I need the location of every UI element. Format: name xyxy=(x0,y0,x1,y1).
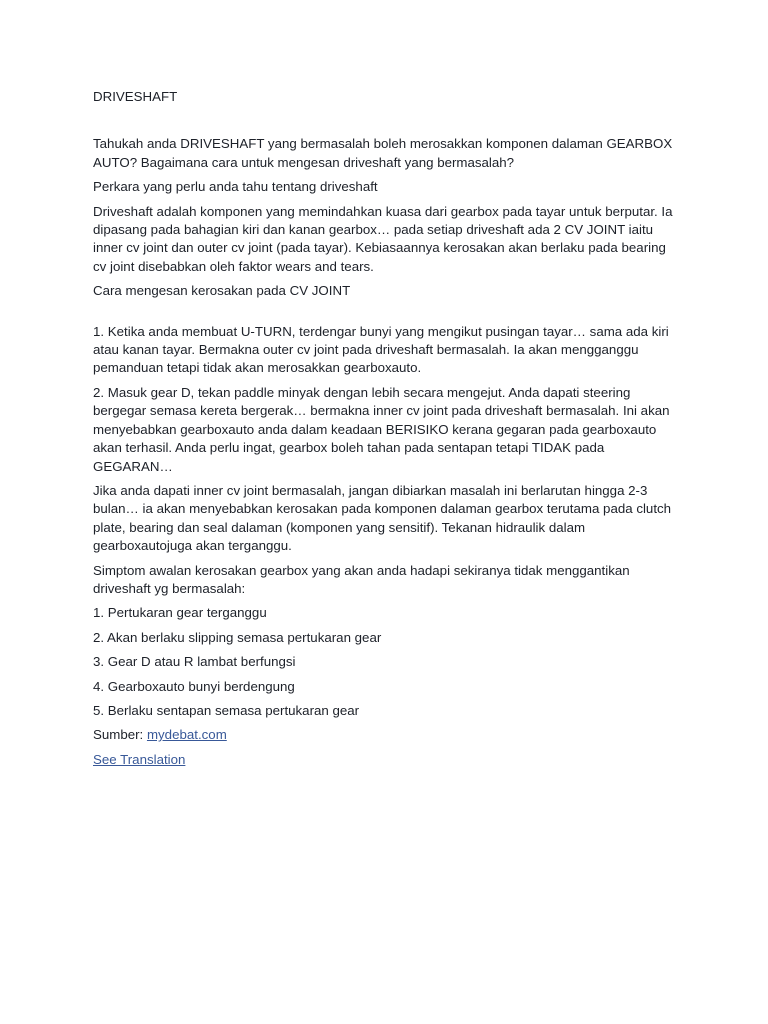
source-label: Sumber: xyxy=(93,727,147,743)
warning-paragraph: Jika anda dapati inner cv joint bermasalah, jangan dibiarkan masalah ini berlarutan hingga 2-3 bulan… ia akan menyebabkan kerosakan pada komponen dalaman gearbox terutama pada clutch plate, bearing dan seal dalaman (komponen yang sensitif). Tekanan hidraulik dalam gearboxautojuga akan terganggu. xyxy=(93,482,672,554)
document-body xyxy=(93,88,678,775)
point-1-paragraph: 1. Ketika anda membuat U-TURN, terdengar bunyi yang mengikut pusingan tayar… sama ada kiri atau kanan tayar. Bermakna outer cv joint pada driveshaft bermasalah. Ia akan mengganggu pemanduan tetapi tidak akan merosakkan gearboxauto. xyxy=(93,323,669,376)
description-paragraph: Driveshaft adalah komponen yang memindahkan kuasa dari gearbox pada tayar untuk berputar. Ia dipasang pada bahagian kiri dan kanan gearbox… pada setiap driveshaft ada 2 CV JOINT iaitu inner cv joint dan outer cv joint (pada tayar). Kebiasaannya kerosakan akan berlaku pada bearing cv joint disebabkan oleh faktor wears and tears. xyxy=(93,203,673,274)
source-line xyxy=(93,726,678,744)
symptom-item: 4. Gearboxauto bunyi berdengung xyxy=(93,678,295,694)
intro-paragraph: Tahukah anda DRIVESHAFT yang bermasalah boleh merosakkan komponen dalaman GEARBOX AUTO? Bagaimana cara untuk mengesan driveshaft yang bermasalah? xyxy=(93,136,673,170)
translation-line xyxy=(93,751,678,769)
cv-joint-heading: Cara mengesan kerosakan pada CV JOINT xyxy=(93,283,351,299)
symptom-item: 5. Berlaku sentapan semasa pertukaran gear xyxy=(93,702,360,718)
source-link[interactable]: mydebat.com xyxy=(146,727,227,743)
symptom-item: 1. Pertukaran gear terganggu xyxy=(93,605,267,621)
point-2-paragraph: 2. Masuk gear D, tekan paddle minyak dengan lebih secara mengejut. Anda dapati steering bergegar semasa kereta bergerak… bermakna inner cv joint pada driveshaft bermasalah. Ini akan menyebabkan gearboxauto anda dalam keadaan BERISIKO kerana gegaran pada gearboxauto akan terhasil. Anda perlu ingat, gearbox boleh tahan pada sentapan tetapi TIDAK pada GEGARAN… xyxy=(93,384,670,474)
see-translation-link[interactable]: See Translation xyxy=(93,751,186,767)
symptom-item: 2. Akan berlaku slipping semasa pertukaran gear xyxy=(93,629,382,645)
symptom-intro: Simptom awalan kerosakan gearbox yang akan anda hadapi sekiranya tidak menggantikan driveshaft yg bermasalah: xyxy=(93,562,630,596)
symptom-item: 3. Gear D atau R lambat berfungsi xyxy=(93,654,296,670)
document-title: DRIVESHAFT xyxy=(93,89,178,104)
subheading: Perkara yang perlu anda tahu tentang driveshaft xyxy=(93,179,378,195)
